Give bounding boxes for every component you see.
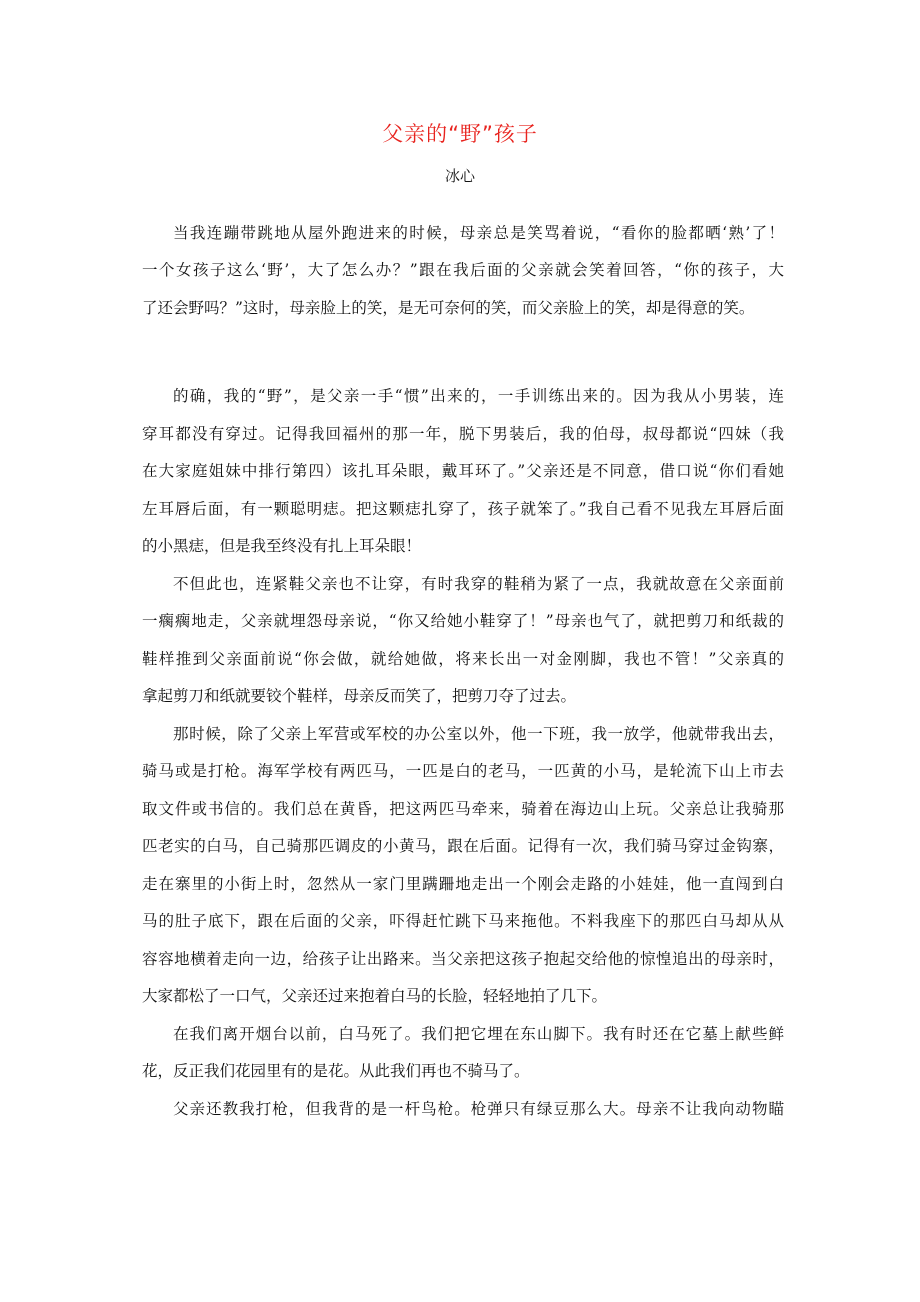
- text-line: 骑马或是打枪。海军学校有两匹马，一匹是白的老马，一匹黄的小马，是轮流下山上市去: [142, 762, 784, 780]
- text-line: 大家都松了一口气，父亲还过来抱着白马的长脸，轻轻地拍了几下。: [142, 987, 608, 1005]
- text-line: 父亲还教我打枪，但我背的是一杆鸟枪。枪弹只有绿豆那么大。母亲不让我向动物瞄: [173, 1099, 784, 1118]
- text-line: 的小黑痣，但是我至终没有扎上耳朵眼！: [142, 537, 422, 555]
- text-line: 一瘸瘸地走，父亲就埋怨母亲说，“你又给她小鞋穿了！”母亲也气了，就把剪刀和纸裁的: [142, 612, 784, 630]
- text-line: 走在寨里的小街上时，忽然从一家门里蹒跚地走出一个刚会走路的小娃娃，他一直闯到白: [142, 874, 784, 893]
- text-line: 一个女孩子这么‘野’，大了怎么办？”跟在我后面的父亲就会笑着回答，“你的孩子，大: [142, 261, 784, 279]
- text-line: 在我们离开烟台以前，白马死了。我们把它埋在东山脚下。我有时还在它墓上献些鲜: [173, 1024, 784, 1043]
- text-line: 那时候，除了父亲上军营或军校的办公室以外，他一下班，我一放学，他就带我出去，: [173, 724, 784, 743]
- paragraph-gap: [142, 327, 784, 378]
- text-line: 花，反正我们花园里有的是花。从此我们再也不骑马了。: [142, 1062, 530, 1080]
- text-line: 拿起剪刀和纸就要铰个鞋样，母亲反而笑了，把剪刀夺了过去。: [142, 687, 577, 705]
- text-line: 鞋样推到父亲面前说“你会做，就给她做，将来长出一对金刚脚，我也不管！”父亲真的: [142, 649, 784, 668]
- text-line: 了还会野吗？”这时，母亲脸上的笑，是无可奈何的笑，而父亲脸上的笑，却是得意的笑。: [142, 298, 755, 317]
- text-line: 匹老实的白马，自己骑那匹调皮的小黄马，跟在后面。记得有一次，我们骑马穿过金钩寨，: [142, 837, 784, 855]
- text-line: 不但此也，连紧鞋父亲也不让穿，有时我穿的鞋稍为紧了一点，我就故意在父亲面前: [173, 574, 784, 593]
- text-line: 穿耳都没有穿过。记得我回福州的那一年，脱下男装后，我的伯母，叔母都说“四妹（我: [142, 424, 784, 443]
- text-line: 的确，我的“野”，是父亲一手“惯”出来的，一手训练出来的。因为我从小男装，连: [173, 387, 784, 405]
- document-title: 父亲的“野”孩子: [382, 122, 538, 146]
- article-body: [142, 177, 784, 1128]
- text-line: 取文件或书信的。我们总在黄昏，把这两匹马牵来，骑着在海边山上玩。父亲总让我骑那: [142, 799, 784, 818]
- text-line: 左耳唇后面，有一颗聪明痣。把这颗痣扎穿了，孩子就笨了。”我自己看不见我左耳唇后面: [142, 499, 784, 518]
- text-line: 容容地横着走向一边，给孩子让出路来。当父亲把这孩子抱起交给他的惊惶追出的母亲时，: [142, 949, 784, 968]
- author-name: 冰心: [444, 167, 475, 185]
- text-line: 在大家庭姐妹中排行第四）该扎耳朵眼，戴耳环了。”父亲还是不同意，借口说“你们看她: [142, 462, 784, 480]
- text-line: 当我连蹦带跳地从屋外跑进来的时候，母亲总是笑骂着说，“看你的脸都晒‘熟’了！: [173, 223, 784, 242]
- text-line: 马的肚子底下，跟在后面的父亲，吓得赶忙跳下马来拖他。不料我座下的那匹白马却从从: [142, 912, 784, 930]
